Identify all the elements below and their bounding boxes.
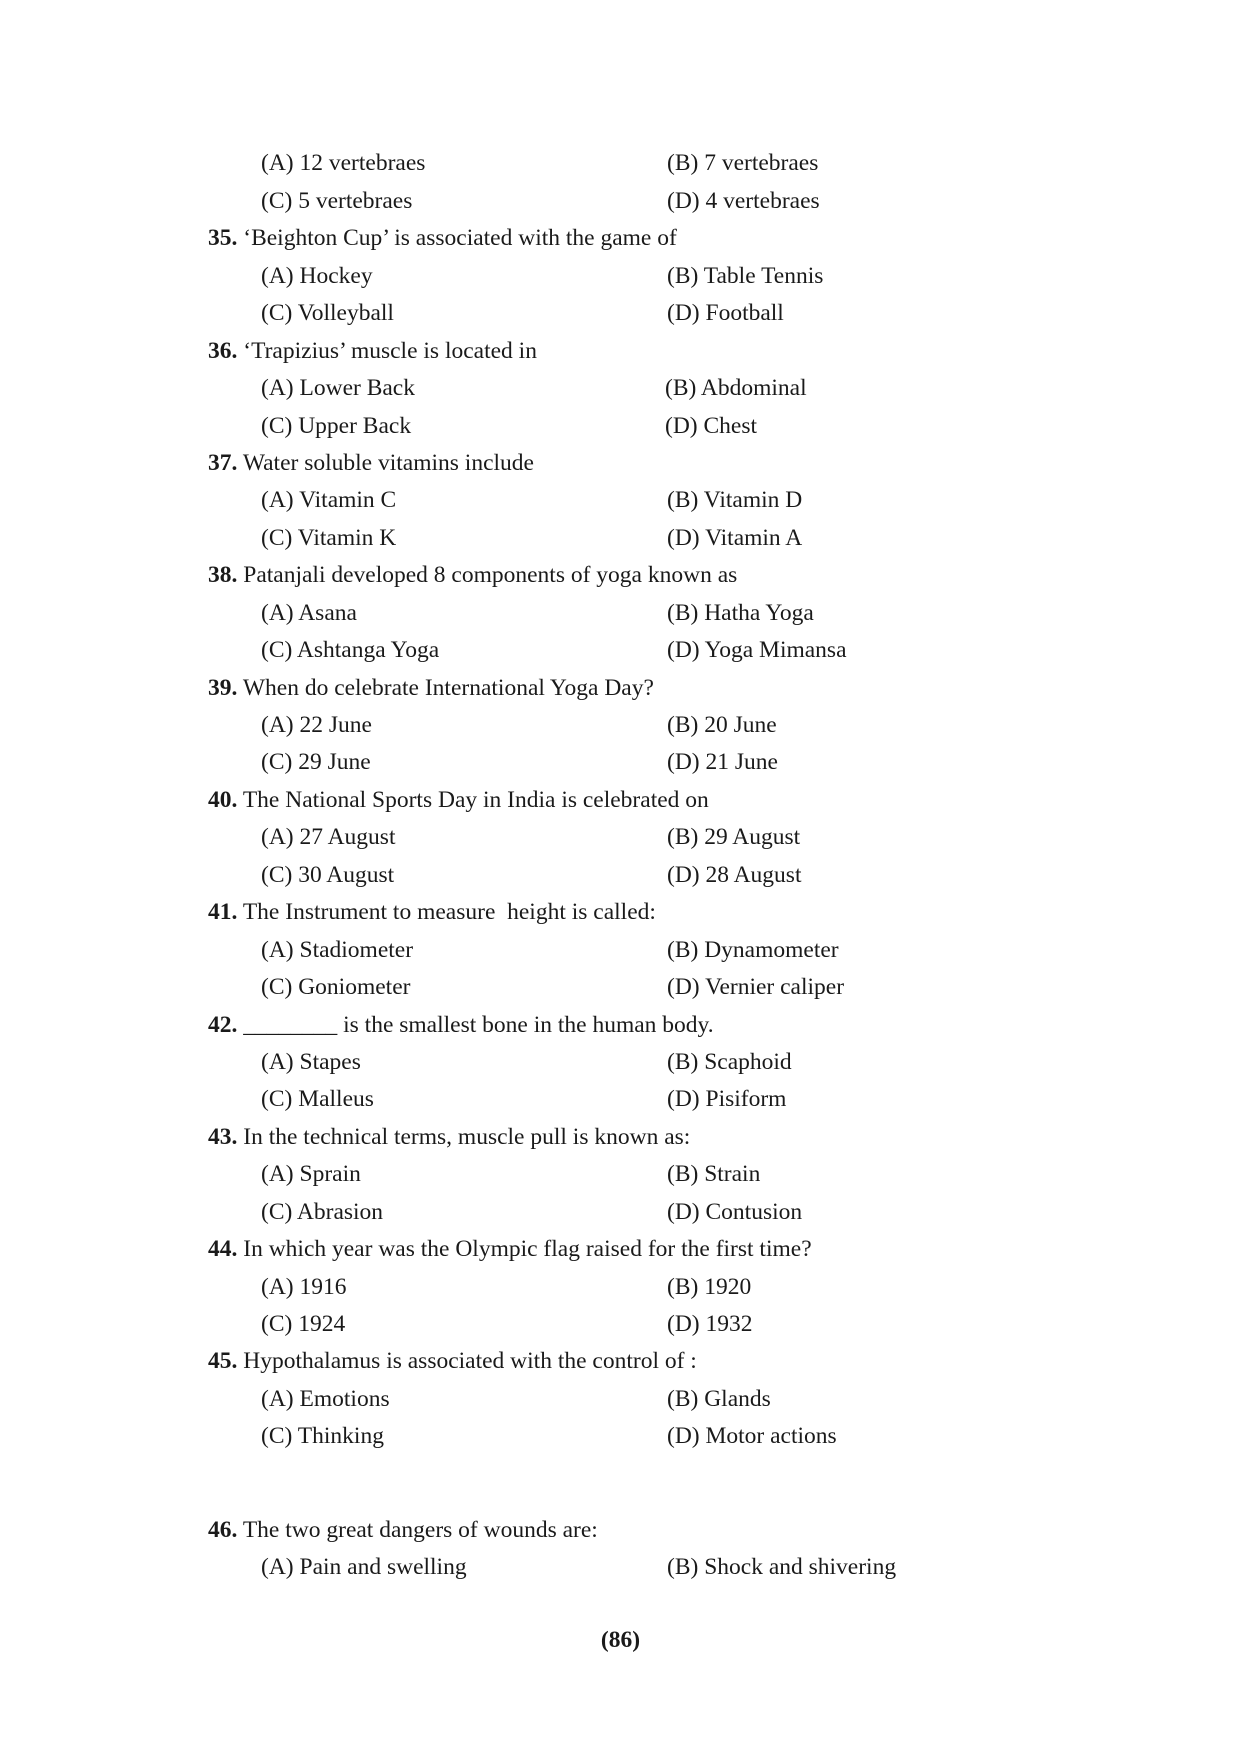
question-number: 37. [208, 450, 238, 476]
option-d: (D) Vitamin A [667, 525, 803, 551]
option-d: (D) Motor actions [667, 1423, 837, 1449]
option-c: (C) Thinking [261, 1423, 384, 1449]
question-46 [208, 1515, 598, 1545]
option-a: (A) Hockey [261, 263, 373, 289]
question-number: 40. [208, 787, 238, 813]
question-text: In which year was the Olympic flag raised for the first time? [243, 1236, 812, 1262]
question-42 [208, 1010, 714, 1040]
question-text: Hypothalamus is associated with the control of : [243, 1348, 697, 1374]
option-c: (C) 29 June [261, 749, 371, 775]
option-b: (B) Hatha Yoga [667, 600, 814, 626]
option-d: (D) 21 June [667, 749, 778, 775]
option-a: (A) 22 June [261, 712, 372, 738]
option-d: (D) Football [667, 300, 784, 326]
question-text: In the technical terms, muscle pull is known as: [243, 1124, 691, 1150]
option-a: (A) Emotions [261, 1386, 390, 1412]
question-text: The National Sports Day in India is celebrated on [242, 787, 709, 813]
question-text: ‘Beighton Cup’ is associated with the game of [243, 225, 677, 251]
option-b: (B) Shock and shivering [667, 1554, 897, 1580]
option-c: (C) Volleyball [261, 300, 394, 326]
option-b: (B) Table Tennis [667, 263, 824, 289]
option-a: (A) Vitamin C [261, 487, 397, 513]
option-b: (B) 7 vertebraes [667, 150, 819, 176]
option-a: (A) Sprain [261, 1161, 361, 1187]
option-b: (B) 29 August [667, 824, 801, 850]
page-number: (86) [600, 1627, 641, 1653]
question-number: 38. [208, 562, 238, 588]
option-a: (A) Lower Back [261, 375, 415, 401]
option-c: (C) Vitamin K [261, 525, 397, 551]
question-number: 36. [208, 338, 238, 364]
option-c: (C) 1924 [261, 1311, 346, 1337]
question-35 [208, 223, 677, 253]
option-a: (A) 12 vertebraes [261, 150, 426, 176]
option-b: (B) Abdominal [665, 375, 807, 401]
question-43 [208, 1122, 690, 1152]
option-d: (D) Vernier caliper [667, 974, 845, 1000]
question-text: ________ is the smallest bone in the human body. [243, 1012, 714, 1038]
option-c: (C) Malleus [261, 1086, 374, 1112]
option-d: (D) 28 August [667, 862, 802, 888]
question-41 [208, 897, 656, 927]
question-text: ‘Trapizius’ muscle is located in [243, 338, 537, 364]
question-number: 46. [208, 1517, 238, 1543]
option-c: (C) Upper Back [261, 413, 412, 439]
option-d: (D) Pisiform [667, 1086, 787, 1112]
question-38 [208, 560, 737, 590]
question-36 [208, 336, 537, 366]
question-number: 39. [208, 675, 238, 701]
option-c: (C) Goniometer [261, 974, 411, 1000]
option-d: (D) Yoga Mimansa [667, 637, 847, 663]
option-d: (D) Contusion [667, 1199, 803, 1225]
question-45 [208, 1346, 697, 1376]
question-39 [208, 673, 654, 703]
option-a: (A) 27 August [261, 824, 396, 850]
question-text: When do celebrate International Yoga Day? [242, 675, 654, 701]
option-c: (C) Abrasion [261, 1199, 384, 1225]
option-b: (B) 1920 [667, 1274, 752, 1300]
option-b: (B) Dynamometer [667, 937, 839, 963]
question-number: 43. [208, 1124, 238, 1150]
question-text: The Instrument to measure height is called: [242, 899, 656, 925]
question-37 [208, 448, 534, 478]
question-number: 42. [208, 1012, 238, 1038]
question-number: 45. [208, 1348, 238, 1374]
option-d: (D) 1932 [667, 1311, 753, 1337]
question-44 [208, 1234, 812, 1264]
option-b: (B) Strain [667, 1161, 761, 1187]
option-b: (B) 20 June [667, 712, 777, 738]
option-a: (A) Stadiometer [261, 937, 414, 963]
option-b: (B) Glands [667, 1386, 771, 1412]
option-b: (B) Vitamin D [667, 487, 803, 513]
option-a: (A) Pain and swelling [261, 1554, 467, 1580]
question-number: 44. [208, 1236, 238, 1262]
option-d: (D) Chest [665, 413, 758, 439]
option-a: (A) Asana [261, 600, 357, 626]
question-number: 41. [208, 899, 238, 925]
option-a: (A) Stapes [261, 1049, 361, 1075]
question-text: The two great dangers of wounds are: [242, 1517, 598, 1543]
option-a: (A) 1916 [261, 1274, 347, 1300]
question-number: 35. [208, 225, 238, 251]
option-d: (D) 4 vertebraes [667, 188, 820, 214]
option-c: (C) 30 August [261, 862, 395, 888]
option-b: (B) Scaphoid [667, 1049, 792, 1075]
question-text: Patanjali developed 8 components of yoga known as [243, 562, 738, 588]
option-c: (C) 5 vertebraes [261, 188, 413, 214]
option-c: (C) Ashtanga Yoga [261, 637, 440, 663]
question-text: Water soluble vitamins include [242, 450, 534, 476]
question-40 [208, 785, 709, 815]
